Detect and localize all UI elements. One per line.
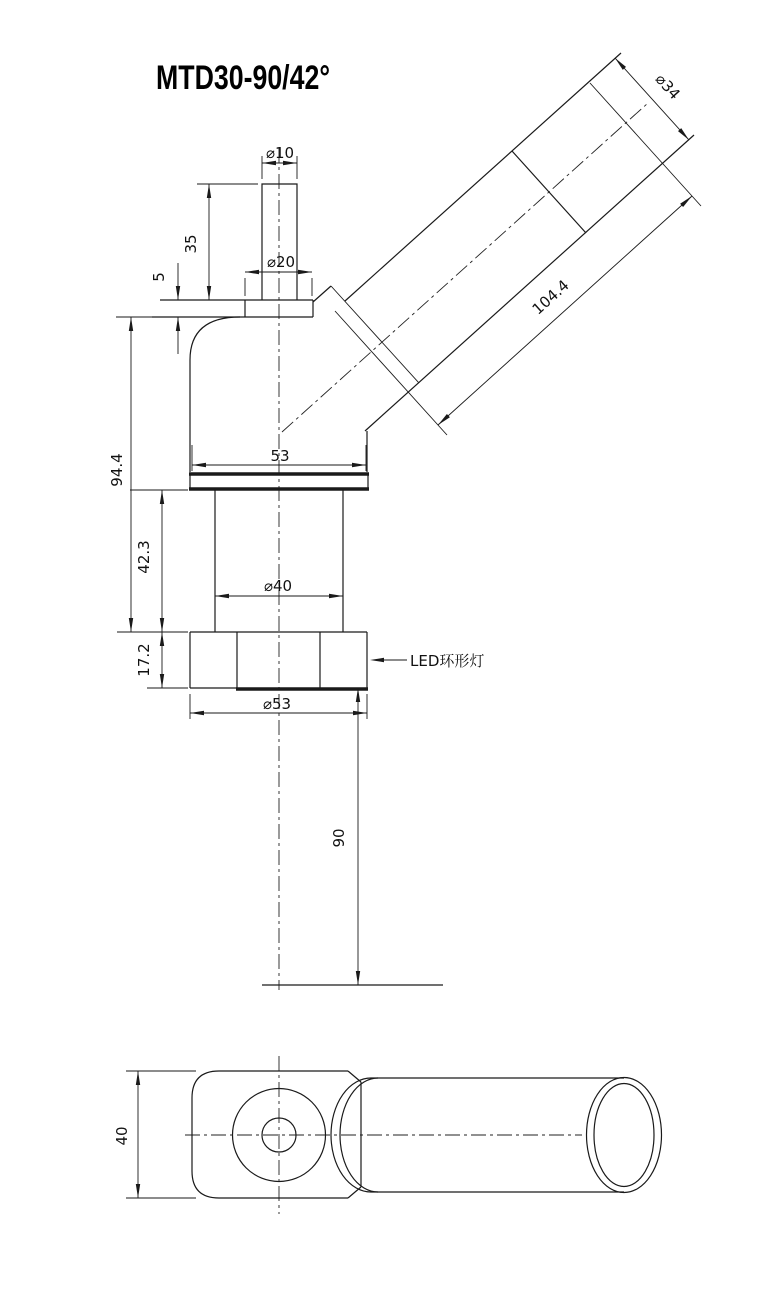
dim-cylinder-height (130, 490, 188, 632)
dim-eyepiece-diameter (262, 144, 297, 179)
dim-label-eyepiece-diameter: ⌀10 (265, 144, 295, 162)
front-view (108, 53, 701, 990)
led-callout (370, 652, 484, 670)
dim-label-body-depth: 40 (113, 1126, 131, 1146)
eyepiece-post (262, 184, 297, 300)
dim-ring-diameter (190, 694, 367, 719)
dim-label-flange-diameter: ⌀20 (266, 253, 296, 271)
dim-label-cylinder-diameter: ⌀40 (263, 577, 293, 595)
centerlines (279, 103, 648, 990)
dim-flange-thickness (150, 263, 180, 354)
dim-label-flange-thickness: 5 (150, 272, 168, 282)
dim-head-height (108, 317, 188, 632)
bottom-view (113, 1056, 662, 1214)
flange (152, 300, 313, 317)
drawing-title: MTD30-90/42° (156, 59, 330, 97)
bottom-centerlines (185, 1056, 582, 1214)
dim-label-tube-length: 104.4 (528, 276, 573, 319)
dim-label-head-height: 94.4 (108, 453, 126, 487)
led-callout-label: LED环形灯 (410, 652, 485, 670)
dim-label-eyepiece-height: 35 (182, 234, 200, 254)
dim-flange-diameter (245, 253, 312, 296)
dim-body-depth (113, 1071, 196, 1198)
dim-label-cylinder-height: 42.3 (135, 540, 153, 574)
dim-label-tube-diameter: ⌀34 (651, 70, 684, 104)
dim-label-ring-diameter: ⌀53 (262, 695, 292, 713)
dim-ring-height (135, 632, 188, 688)
dim-tube-length (438, 196, 692, 425)
angled-tube (313, 53, 701, 435)
dim-working-distance (330, 688, 360, 985)
dim-label-working-distance: 90 (330, 828, 348, 848)
bottom-body (192, 1071, 361, 1198)
dim-label-ring-height: 17.2 (135, 643, 153, 677)
dim-eyepiece-height (182, 184, 258, 300)
dim-label-head-width: 53 (270, 447, 290, 465)
dim-tube-diameter (615, 58, 689, 140)
